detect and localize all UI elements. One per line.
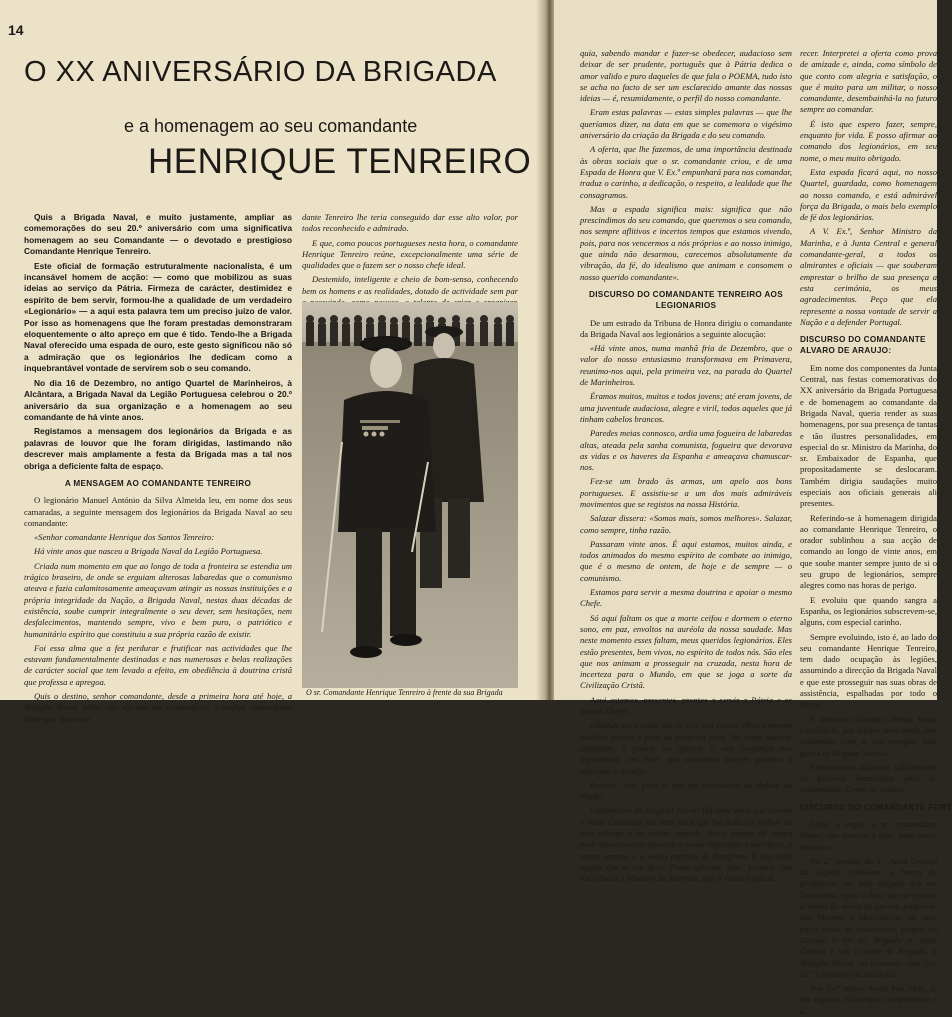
discurso-paragraph: Fez-se um brado às armas, um apelo aos bons portugueses. E assistiu-se a um dos mais admiráveis movimentos que se registos na nossa História. bbox=[580, 476, 792, 509]
mensagem-paragraph: Criada num momento em que ao longo de toda a fronteira se estendia um trágico braseiro, de onde se erguiam alterosas labaredas que o comunismo ateava e fazia calamitosamente ameaçavam atingir as nossas instituições e a própria integridade da Nação, a Brigada Naval, nestas duas décadas de existência, soube cumprir integralmente o seu dever, sem hesitações, nem desfalecimentos, mantendo sempre, vivo e bem puro, o patriótico e humanitário espírito que constituiu a sua própria razão de existir. bbox=[24, 560, 292, 639]
title-line-2: e a homenagem ao seu comandante bbox=[124, 116, 418, 136]
photo-image bbox=[302, 302, 518, 688]
discurso-paragraph: Legionários da Brigada Naval: Há vinte anos que assumi o vosso Comando. Há vinte anos que lhe dedico o melhor do meu esforço e da minha vontade. Neste espaço de tempo pude sinceramente apreciar a vossa dedicação e sacrifício, o vosso aprumo e o vosso espírito de disciplina. É isto tudo aquilo que a vós devo. Posso afirmar, aqui, perante Sua Excelência o Ministro da Marinha, que a vossa legião é... bbox=[580, 805, 792, 884]
page-number: 14 bbox=[8, 22, 24, 38]
mensagem-paragraph: Foi essa alma que a fez perdurar e frutificar nas actividades que lhe estavam fundamentalmente destinadas e nas numerosas e belas realizações de carácter social que tem levado a efeito, em obediência à doutrina cristã que professa e apregoa. bbox=[24, 642, 292, 687]
mensagem-paragraph: Quis o destino, senhor comandante, desde a primeira hora até hoje, a Brigada Naval, tenha tido apenas um comandante: o senhor comandante Henrique Tenreiro! bbox=[24, 690, 292, 724]
left-column bbox=[24, 212, 292, 724]
parade-photo bbox=[302, 302, 518, 688]
lede-paragraph: No dia 16 de Dezembro, no antigo Quartel de Marinheiros, à Alcântara, a Brigada Naval da Legião Portuguesa celebrou o 20.º aniversário da sua organização e a homenagem ao seu comandante de há vinte anos. bbox=[24, 377, 292, 422]
heading-mensagem: A MENSAGEM AO COMANDANTE TENREIRO bbox=[64, 478, 252, 488]
discurso-paragraph: Prontos, sim, para o que for necessário na defesa da Nação. bbox=[580, 779, 792, 802]
discurso-paragraph: Passaram vinte anos. É aqui estamos, muitos ainda, e todos animados do mesmo espírito de combate ao inimigo, que é o mesmo de ontem, de hoje e de sempre — o comunismo. bbox=[580, 538, 792, 583]
photo-caption: O sr. Comandante Henrique Tenreiro à frente da sua Brigada bbox=[306, 688, 503, 697]
discurso-paragraph: Salazar dissera: «Somos mais, somos melhores». Salazar, como sempre, tinha razão. bbox=[580, 513, 792, 535]
body-paragraph: A oferta, que lhe fazemos, de uma importância destinada às obras sociais que o sr. comandante criou, e de uma Espada de Honra que V. Ex.ª empunhará para nos comandar, traduz o carinho, a dedicação, o respeito, a lealdade que lhe consagramos. bbox=[580, 144, 792, 200]
right-column-2 bbox=[800, 48, 952, 1016]
body-paragraph: Esta espada ficará aqui, no nosso Quartel, guardada, como homenagem ao nosso comando, e está admirável força da Brigada, o mais belo exemplo de fé dos legionários. bbox=[800, 166, 937, 223]
body-paragraph: E terminou dizendo: «Possa Vossa Excelência, por muitos anos ainda, nos comandar, com a sua energia, para glória da Brigada Naval». bbox=[800, 713, 937, 758]
heading-discurso-alvaro: DISCURSO DO COMANDANTE ALVARO DE ARAUJO: bbox=[800, 335, 926, 356]
discurso-paragraph: Éramos muitos, muitos e todos jovens; até eram jovens, de uma juventude audaciosa, alegre e viril, todos aqueles que já tinham cabelos brancos. bbox=[580, 391, 792, 424]
mensagem-intro: O legionário Manuel António da Silva Almeida leu, em nome dos seus camaradas, a seguinte mensagem dos legionários da Brigada Naval ao seu comandante: bbox=[24, 495, 292, 528]
body-paragraph: É isto que espero fazer, sempre, enquanto for vida. E posso afirmar ao comando dos legionários, em seu nome, o meu muito obrigado. bbox=[800, 118, 937, 163]
right-page bbox=[554, 0, 952, 1016]
mid-paragraph: E que, como poucos portugueses nesta hora, o comandante Henrique Tenreiro reúne, excepcionalmente uma série de qualidades que o fazem ser o nosso chefe ideal. bbox=[302, 237, 518, 271]
body-paragraph: Sempre evoluindo, isto é, ao lado do seu comandante Henrique Tenreiro, tem dado ocupação às legiões, assumindo a direcção da Brigada Naval e que este prosseguir nas suas obras de assistência, espalhadas por todo o litoral. bbox=[800, 631, 937, 710]
body-paragraph: Mas a espada significa mais: significa que não prescindimos do seu comando, que queremos o seu comando, nos sempre aflitivos e incertos tempos que estamos vivendo, pois, para nos vencermos a nós próprios e ao nosso inimigo, que ainda não desarmou, carecemos absolutamente da vibração, da fé, do idealismo que animam e consomem o nosso querido comandante». bbox=[580, 203, 792, 282]
body-paragraph: Referindo-se à homenagem dirigida ao comandante Henrique Tenreiro, o orador sublinhou a sua acção de comando ao longo de vinte anos, em que soube manter sempre junto de si o seu grupo de legionários, sempre alegres como nas horas de perigo. bbox=[800, 512, 937, 591]
body-paragraph: quia, sabendo mandar e fazer-se obedecer, audacioso sem deixar de ser prudente, português que à Pátria dedica o amor valido e puro daqueles de que fala o POEMA, tudo isto se acha no facto de ser um esclarecido amante das nossas ideias — é, resumidamente, o perfil do nosso comandante. bbox=[580, 48, 792, 104]
mid-paragraph: Destemido, inteligente e cheio de bom-senso, conhecendo bem os homens e as realidades, dotado de actividade sem par bbox=[302, 274, 518, 296]
body-paragraph: Falou a seguir o sr. comandante Fortes, que evocou a data, num breve discurso: bbox=[800, 819, 937, 852]
lede-paragraph: Quis a Brigada Naval, e muito justamente, ampliar as comemorações do seu 20.º aniversário com uma significativa homenagem ao seu Comandante — o devotado e prestigioso Comandante Henrique Tenreiro. bbox=[24, 212, 292, 257]
discurso-paragraph: Paredes meias connosco, ardia uma fogueira de labaredas altas, ateada pela sanha comunista, fogueira que devorava as vidas e os haveres da Espanha e ameaçava chamuscar-nos. bbox=[580, 428, 792, 473]
middle-column-text bbox=[302, 212, 518, 300]
body-paragraph: Em nome dos componentes da Junta Central, nas festas comemorativas do XX aniversário da Brigada Portuguesa e de homenagem ao comandante da Brigada Naval, queria render as suas homenagens, por sua presença de tantas e tão ilustres personalidades, em especial do sr. Ministro da Marinha, do sr. Embaixador de Espanha, que propositadamente se deslocaram. Também dirigia saudações muito especiais aos oficiais generais ali presentes. bbox=[800, 362, 937, 509]
title-line-3: HENRIQUE TENREIRO bbox=[148, 142, 532, 181]
mid-paragraph: dante Tenreiro lhe teria conseguido dar esse alto valor, por todos reconhecido e admirado. bbox=[302, 212, 518, 234]
discurso-paragraph: Estamos para servir a mesma doutrina e apoiar o mesmo Chefe. bbox=[580, 587, 792, 609]
discurso-intro: De um estrado da Tribuna de Honra dirigiu o comandante da Brigada Naval aos legionários a seguinte alocução: bbox=[580, 317, 792, 339]
body-paragraph: Sua Ex.ª achou muito boa ideia, e, em seguida, foi sempre companheiro e à... bbox=[800, 983, 937, 1016]
discurso-paragraph: Olhando para todos vós eu vejo nos vossos olhos a mesma audácia juvenil e forte da primeira hora. Tal como Salazar sublinhou, é pouco, ao afirmar a sua confiança nos legionários, em dizer que estaremos sempre prontos a enfrentar o inimigo. bbox=[580, 720, 792, 776]
body-paragraph: A V. Ex.ª, Senhor Ministro da Marinha, e à Junta Central e general comandante-geral, a todos os almirantes e oficiais — que souberam emprestar o brilho de sua presença a esta cerimónia, os meus agradecimentos. Peço que ela represente a nossa vontade de servir a Nação e a defender Portugal. bbox=[800, 226, 937, 327]
mensagem-paragraph: Há vinte anos que nasceu a Brigada Naval da Legião Portuguesa. bbox=[34, 546, 263, 557]
lede-paragraph: Registamos a mensagem dos legionários da Brigada e as palavras de louvor que lhe foram dirigidas, lastimando não descrever mais amplamente a festa da Brigada mas a tal nos obriga a deficiente falta de espaço. bbox=[24, 426, 292, 471]
body-paragraph: Eram estas palavras — estas simples palavras — que lhe queríamos dizer, na data em que se comemora o vigésimo aniversário da criação da Brigada e do seu comando. bbox=[580, 107, 792, 141]
right-column-1 bbox=[580, 48, 792, 884]
title-line-1: O XX ANIVERSÁRIO DA BRIGADA bbox=[24, 56, 497, 88]
heading-discurso-tenreiro: DISCURSO DO COMANDANTE TENREIRO AOS LEGIONARIOS bbox=[589, 289, 783, 311]
lede-paragraph: Este oficial de formação estruturalmente nacionalista, é um incansável homem de acção: — como que mobilizou as suas ideias ao serviço da Pátria. Firmeza de carácter, destimidez e espírito de bem servir, formou-lhe a qualidade de um verdadeiro «Legionário» — a aqui esta palavra tem um preciso juízo de valor. Por isso as homenagens que lhe foram prestadas demonstraram eloquentemente o alto apreço em que é tido. Tendo-lhe a Brigada Naval oferecido uma espada de ouro, este gesto significou não só a admiração que os legionários lhe dedicam como a inquebrantável vontade de servirem sob o seu comando. bbox=[24, 260, 292, 374]
discurso-paragraph: Aqui estamos, presentes, prontos a servir a Pátria e os nossos Chefes. bbox=[580, 694, 792, 717]
left-page bbox=[0, 0, 548, 724]
body-paragraph: E evoluiu que quando sangra a Espanha, os legionários subscrevem-se, alguns, com especial carinho. bbox=[800, 594, 937, 628]
heading-discurso-fort: DISCURSO DO COMANDANTE FORT bbox=[800, 802, 952, 812]
body-paragraph: Na 2.ª reunião da 1.ª Junta Central da Legião, coube-me a honra de perfilar-me ao lado daquele que em Tarragona, após o êxito que se passou a bordo do navio de guerra, propôs-se aos Mestres e Marinheiros, de uma força naval de voluntários, propôs ao Lumiar, e foi da Brigada a Junta Central e sob o nome de Brigada, à Brigada Naval, ao comando com Sua Ex.ª o Ministro da Marinha. bbox=[800, 855, 937, 979]
discurso-paragraph: «Há vinte anos, numa manhã fria de Dezembro, que o valor do nosso entusiasmo transformava em Primavera, reunimo-nos aqui, pela primeira vez, na parada do Quartel de Marinheiros. bbox=[580, 343, 792, 388]
mensagem-paragraph: «Senhor comandante Henrique dos Santos Tenreiro: bbox=[34, 532, 215, 543]
body-paragraph: recer. Interpretei a oferta como prova de amizade e, ainda, como símbolo de que conto com alegria e satisfação, o que é muito para um militar, o nosso comandante, desembainhá-la no futuro sempre ao comandar. bbox=[800, 48, 937, 115]
body-paragraph: Entusiásticos aplausos sublinharam as palavras formuladas pelo sr. comandante Alvaro de Araújo. bbox=[800, 761, 937, 795]
discurso-paragraph: Só aqui faltam os que a morte ceifou e dormem o eterno sono, em paz, envoltos na auréola da nossa saudade. Mas neste momento esses faltam, meus queridos legionários. Eles estão presentes, bem vivos, no espírito de todos nós. São eles que nos animam a prosseguir na cruzada, nesta hora de incerteza para o Mundo, em que se joga a sorte da Civilização Cristã. bbox=[580, 612, 792, 691]
